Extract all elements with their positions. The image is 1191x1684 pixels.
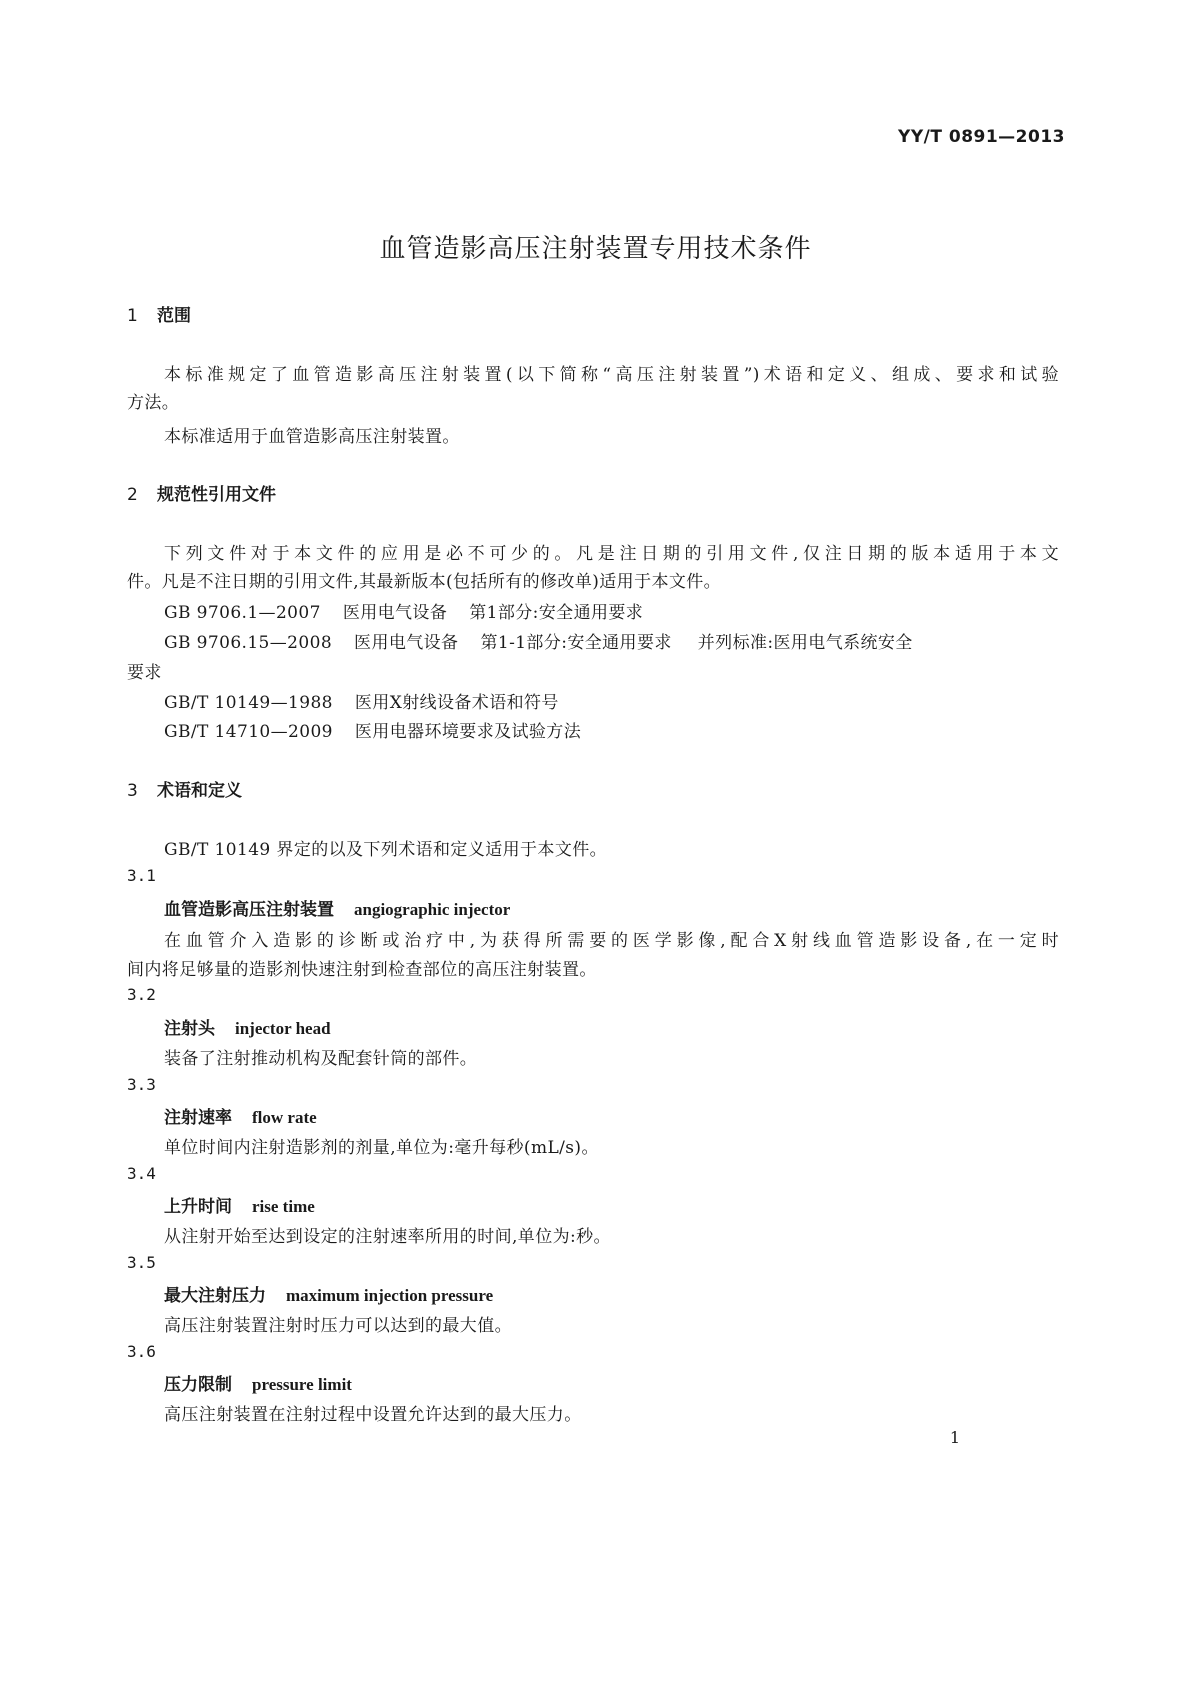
term-zh: 注射速率 [164,1108,232,1128]
reference-item [164,688,559,713]
reference-continuation: 要求 [127,663,162,683]
term-zh: 最大注射压力 [164,1286,266,1306]
paragraph: GB/T 10149 界定的以及下列术语和定义适用于本文件。 [164,840,608,860]
term-en: pressure limit [252,1375,352,1394]
term-heading [164,895,510,920]
reference-item [164,628,913,653]
reference-title: 医用电气设备 [354,633,459,653]
term-definition: 间内将足够量的造影剂快速注射到检查部位的高压注射装置。 [127,960,597,980]
section-number: 1 [127,306,138,326]
term-heading [164,1014,331,1039]
reference-title-part: 并列标准:医用电气系统安全 [697,633,913,653]
term-en: maximum injection pressure [286,1286,494,1305]
section-2-heading [127,480,276,505]
section-title: 规范性引用文件 [157,485,276,505]
paragraph-line: 方法。 [127,393,180,413]
term-number: 3.4 [127,1164,156,1183]
term-number: 3.1 [127,866,156,885]
term-zh: 血管造影高压注射装置 [164,900,334,920]
term-heading [164,1103,317,1128]
standard-code: YY/T 0891—2013 [898,127,1065,147]
paragraph-line: 下列文件对于本文件的应用是必不可少的。凡是注日期的引用文件,仅注日期的版本适用于本文 [164,544,1059,564]
document-title: 血管造影高压注射装置专用技术条件 [379,234,812,264]
term-definition: 从注射开始至达到设定的注射速率所用的时间,单位为:秒。 [164,1227,611,1247]
term-definition: 在血管介入造影的诊断或治疗中,为获得所需要的医学影像,配合X射线血管造影设备,在一定时 [164,931,1059,951]
reference-item [164,717,581,742]
term-zh: 上升时间 [164,1197,232,1217]
reference-title-part: 第1部分:安全通用要求 [469,603,644,623]
term-en: angiographic injector [354,900,511,919]
page-number: 1 [949,1428,960,1447]
reference-code: GB 9706.15—2008 [164,633,333,653]
section-1-heading [127,301,191,326]
term-zh: 压力限制 [164,1375,232,1395]
term-zh: 注射头 [164,1019,215,1039]
reference-title-part: 第1-1部分:安全通用要求 [480,633,672,653]
paragraph-line: 本标准规定了血管造影高压注射装置(以下简称“高压注射装置”)术语和定义、组成、要求和试验 [164,365,1059,385]
section-number: 2 [127,485,138,505]
reference-item [164,598,643,623]
section-title: 范围 [157,306,191,326]
reference-code: GB/T 14710—2009 [164,722,333,742]
paragraph-line: 件。凡是不注日期的引用文件,其最新版本(包括所有的修改单)适用于本文件。 [127,572,722,592]
reference-code: GB/T 10149—1988 [164,693,333,713]
term-en: flow rate [252,1108,317,1127]
section-title: 术语和定义 [157,781,242,801]
term-definition: 装备了注射推动机构及配套针筒的部件。 [164,1049,478,1069]
term-heading [164,1281,493,1306]
term-heading [164,1370,352,1395]
term-definition: 高压注射装置注射时压力可以达到的最大值。 [164,1316,512,1336]
term-en: injector head [235,1019,331,1038]
reference-code: GB 9706.1—2007 [164,603,321,623]
term-number: 3.5 [127,1253,156,1272]
section-number: 3 [127,781,138,801]
term-definition: 单位时间内注射造影剂的剂量,单位为:毫升每秒(mL/s)。 [164,1138,599,1158]
paragraph: 本标准适用于血管造影高压注射装置。 [164,427,460,447]
term-number: 3.2 [127,985,156,1004]
term-heading [164,1192,315,1217]
reference-title: 医用电器环境要求及试验方法 [354,722,582,742]
term-en: rise time [252,1197,315,1216]
term-number: 3.6 [127,1342,156,1361]
reference-title: 医用X射线设备术语和符号 [354,693,559,713]
reference-title: 医用电气设备 [342,603,448,623]
term-definition: 高压注射装置在注射过程中设置允许达到的最大压力。 [164,1405,582,1425]
term-number: 3.3 [127,1075,156,1094]
section-3-heading [127,776,242,801]
